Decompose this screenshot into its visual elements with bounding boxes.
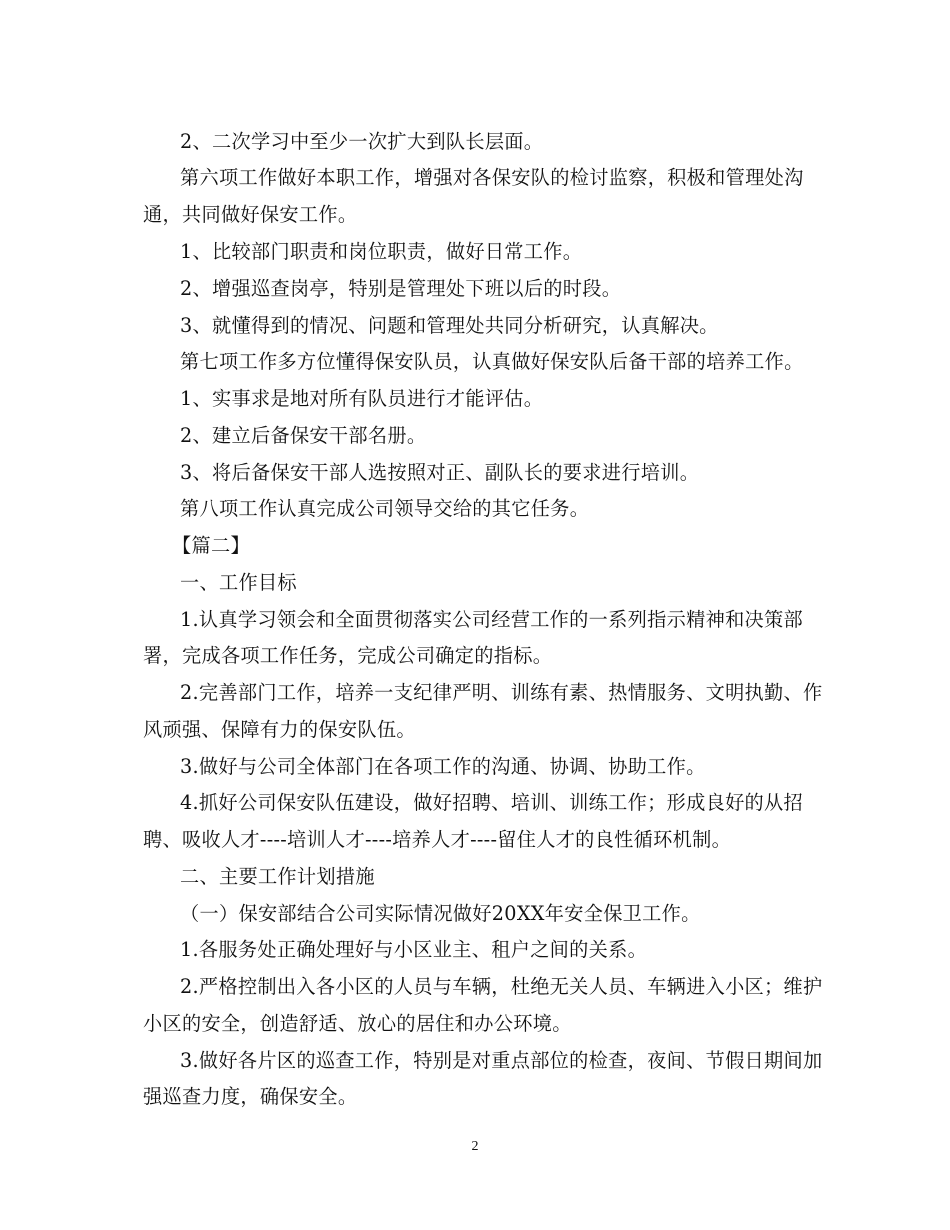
text-line: 3.做好与公司全体部门在各项工作的沟通、协调、协助工作。 (180, 755, 706, 778)
text-line: 2.严格控制出入各小区的人员与车辆，杜绝无关人员、车辆进入小区；维护 (180, 975, 823, 998)
text-line: 第七项工作多方位懂得保安队员，认真做好保安队后备干部的培养工作。 (180, 350, 804, 373)
text-line: （一）保安部结合公司实际情况做好20XX年安全保卫工作。 (180, 902, 701, 925)
section-heading: 二、主要工作计划措施 (180, 865, 375, 888)
section-heading: 【篇二】 (172, 534, 250, 557)
text-line: 小区的安全，创造舒适、放心的居住和办公环境。 (143, 1012, 572, 1035)
text-line: 2、二次学习中至少一次扩大到队长层面。 (180, 130, 544, 153)
text-line: 3、就懂得到的情况、问题和管理处共同分析研究，认真解决。 (180, 314, 719, 337)
text-line: 通，共同做好保安工作。 (143, 203, 358, 226)
text-line: 署，完成各项工作任务，完成公司确定的指标。 (143, 644, 553, 667)
page-number: 2 (471, 1139, 479, 1154)
text-line: 2、建立后备保安干部名册。 (180, 424, 427, 447)
text-line: 1.认真学习领会和全面贯彻落实公司经营工作的一系列指示精神和决策部 (180, 608, 804, 631)
text-line: 2.完善部门工作，培养一支纪律严明、训练有素、热情服务、文明执勤、作 (180, 681, 823, 704)
text-line: 4.抓好公司保安队伍建设，做好招聘、培训、训练工作；形成良好的从招 (180, 791, 804, 814)
text-line: 2、增强巡查岗亭，特别是管理处下班以后的时段。 (180, 277, 622, 300)
text-line: 强巡查力度，确保安全。 (143, 1085, 358, 1108)
text-line: 1.各服务处正确处理好与小区业主、租户之间的关系。 (180, 938, 648, 961)
section-heading: 一、工作目标 (180, 571, 297, 594)
text-line: 1、比较部门职责和岗位职责，做好日常工作。 (180, 240, 583, 263)
text-line: 1、实事求是地对所有队员进行才能评估。 (180, 387, 544, 410)
text-line: 第六项工作做好本职工作，增强对各保安队的检讨监察，积极和管理处沟 (180, 166, 804, 189)
text-line: 聘、吸收人才----培训人才----培养人才----留住人才的良性循环机制。 (143, 828, 732, 851)
text-line: 风顽强、保障有力的保安队伍。 (143, 718, 416, 741)
text-line: 3.做好各片区的巡查工作，特别是对重点部位的检查，夜间、节假日期间加 (180, 1049, 823, 1072)
text-line: 3、将后备保安干部人选按照对正、副队长的要求进行培训。 (180, 461, 700, 484)
text-line: 第八项工作认真完成公司领导交给的其它任务。 (180, 497, 590, 520)
